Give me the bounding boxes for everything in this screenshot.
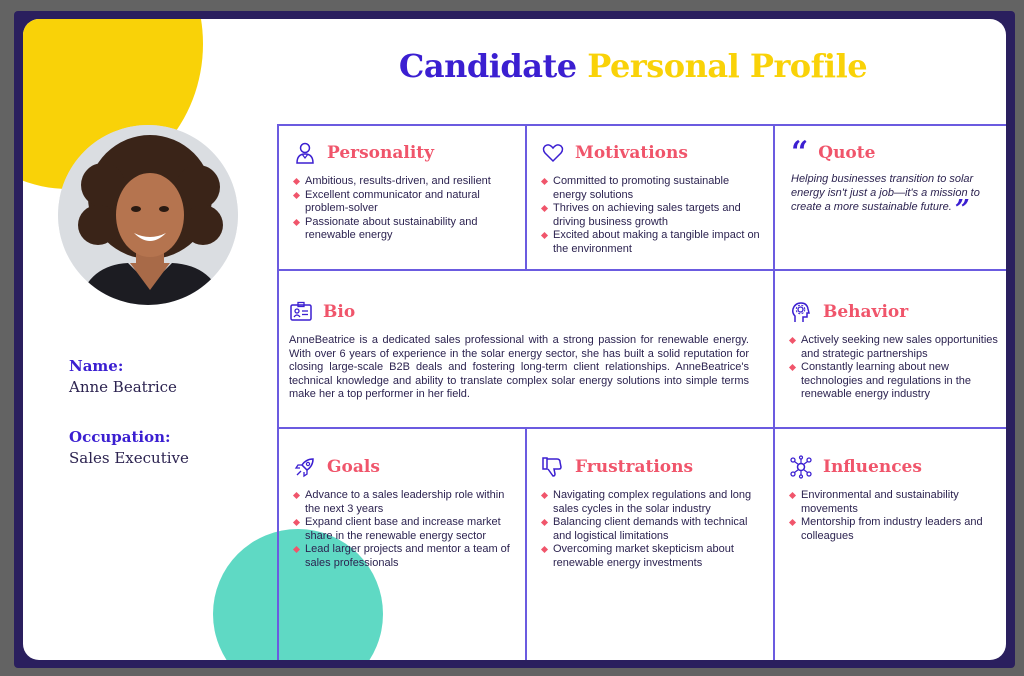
- motivations-list: [541, 175, 761, 256]
- rocket-icon: [293, 455, 317, 479]
- occupation-block: [69, 428, 189, 467]
- network-icon: [789, 455, 813, 479]
- bio-section: [289, 300, 749, 402]
- list-item: Excited about making a tangible impact on the environment: [541, 229, 761, 256]
- portrait-image: [58, 125, 238, 305]
- list-item: Passionate about sustainability and renewable energy: [293, 216, 513, 243]
- behavior-section: [789, 300, 999, 402]
- list-item: Excellent communicator and natural problem-solver: [293, 189, 513, 216]
- list-item: Committed to promoting sustainable energy solutions: [541, 175, 761, 202]
- list-item: Thrives on achieving sales targets and driving business growth: [541, 202, 761, 229]
- frustrations-title: Frustrations: [575, 457, 694, 477]
- quote-body: Helping businesses transition to solar energy isn't just a job—it's a mission to create a more sustainable future.: [791, 173, 980, 213]
- list-item: Advance to a sales leadership role within the next 3 years: [293, 489, 513, 516]
- list-item: Mentorship from industry leaders and colleagues: [789, 516, 999, 543]
- goals-title: Goals: [327, 457, 380, 477]
- motivations-section: [541, 141, 761, 256]
- list-item: Balancing client demands with technical and logistical limitations: [541, 516, 763, 543]
- list-item: Expand client base and increase market share in the renewable energy sector: [293, 516, 513, 543]
- list-item: Overcoming market skepticism about renewable energy investments: [541, 543, 763, 570]
- list-item: Navigating complex regulations and long sales cycles in the solar industry: [541, 489, 763, 516]
- personality-title: Personality: [327, 143, 435, 163]
- bio-text: AnneBeatrice is a dedicated sales professional with a strong passion for renewable energy. With over 6 years of experience in the solar energy sector, she has built a solid reputation for closing large-scale B2B deals and fostering long-term client relationships. AnneBeatrice's technical knowledge and ability to translate complex solar energy solutions into simple terms make her a top performer in her field.: [289, 334, 749, 400]
- personality-list: [293, 175, 513, 243]
- grid-line-col2-top: [525, 124, 527, 270]
- heart-icon: [541, 141, 565, 165]
- quote-text: [791, 173, 996, 225]
- grid-line-lower: [277, 427, 1006, 429]
- grid-line-top: [277, 124, 1006, 126]
- grid-line-left: [277, 124, 279, 660]
- gear-head-icon: [789, 300, 813, 324]
- influences-title: Influences: [823, 457, 922, 477]
- list-item: Environmental and sustainability movements: [789, 489, 999, 516]
- grid-line-col3: [773, 124, 775, 660]
- person-icon: [293, 141, 317, 165]
- name-block: [69, 357, 177, 396]
- motivations-title: Motivations: [575, 143, 688, 163]
- occupation-label: Occupation:: [69, 428, 171, 446]
- frustrations-list: [541, 489, 763, 570]
- list-item: Ambitious, results-driven, and resilient: [293, 175, 513, 189]
- bio-title: Bio: [323, 302, 356, 322]
- list-item: Lead larger projects and mentor a team of sales professionals: [293, 543, 513, 570]
- grid-line-col2-bottom: [525, 427, 527, 660]
- influences-section: [789, 455, 999, 543]
- occupation-value: Sales Executive: [69, 449, 189, 467]
- grid-line-middle: [277, 269, 1006, 271]
- close-quote-icon: ”: [954, 195, 970, 225]
- list-item: Actively seeking new sales opportunities and strategic partnerships: [789, 334, 999, 361]
- behavior-title: Behavior: [823, 302, 909, 322]
- profile-card: [23, 19, 1006, 660]
- name-label: Name:: [69, 357, 124, 375]
- avatar: [58, 125, 238, 305]
- title-part-2: Personal Profile: [587, 47, 868, 85]
- influences-list: [789, 489, 999, 543]
- name-value: Anne Beatrice: [69, 378, 177, 396]
- quote-title: Quote: [818, 143, 876, 163]
- list-item: Constantly learning about new technologies and regulations in the renewable energy industry: [789, 361, 999, 402]
- goals-section: [293, 455, 513, 570]
- goals-list: [293, 489, 513, 570]
- page-title: [283, 47, 983, 85]
- open-quote-icon: “: [791, 135, 809, 170]
- thumbs-down-icon: [541, 455, 565, 479]
- personality-section: [293, 141, 513, 243]
- quote-section: [791, 135, 996, 225]
- frustrations-section: [541, 455, 763, 570]
- title-part-1: Candidate: [398, 47, 577, 85]
- behavior-list: [789, 334, 999, 402]
- id-card-icon: [289, 300, 313, 324]
